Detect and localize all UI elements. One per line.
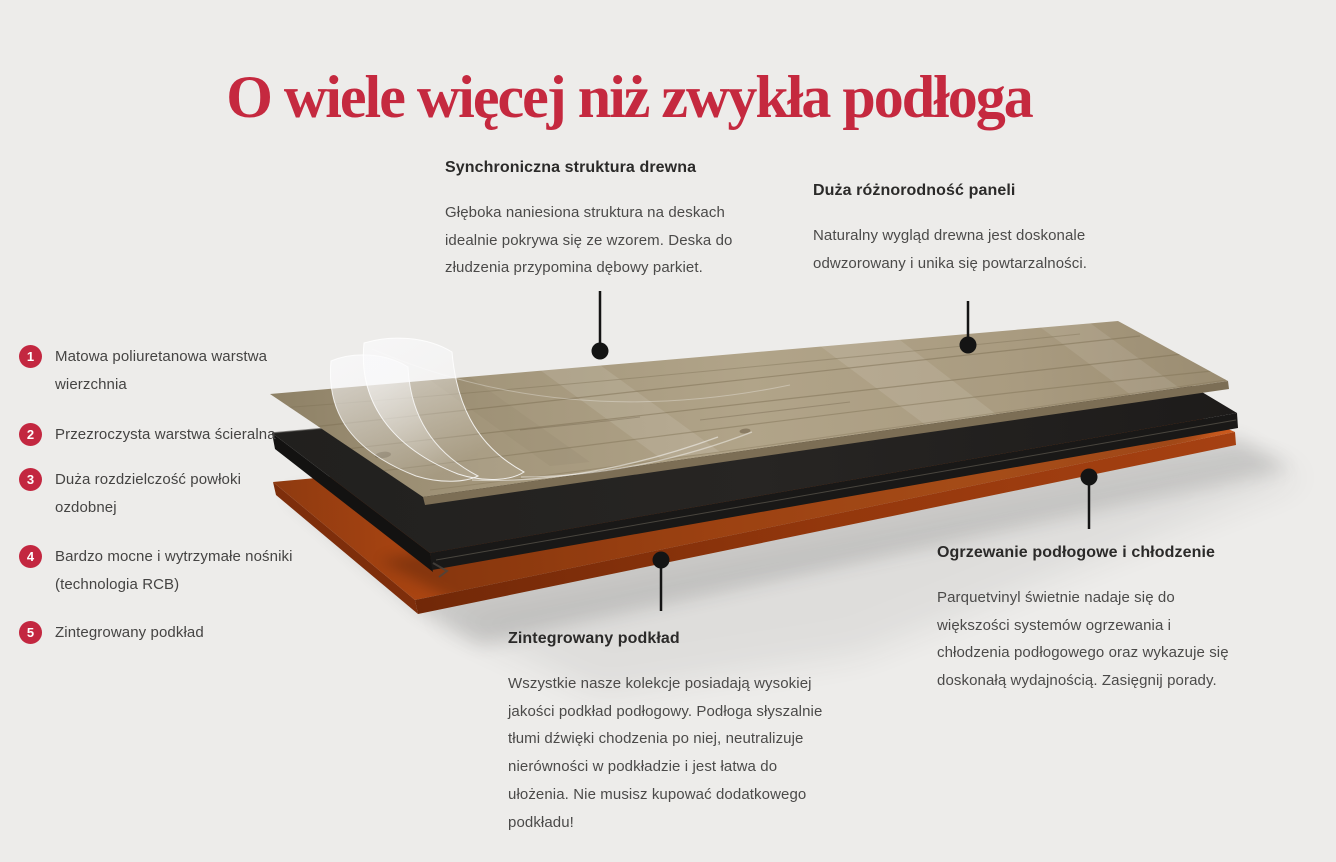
page-title: O wiele więcej niż zwykła podłoga: [226, 64, 1032, 131]
connector-dot-underlay: [653, 552, 670, 569]
layer-number-badge: 3: [19, 468, 42, 491]
note-variety-body: Naturalny wygląd drewna jest doskonale odwzorowany i unika się powtarzalności.: [813, 227, 1088, 272]
note-heating-heading: Ogrzewanie podłogowe i chłodzenie: [937, 544, 1215, 561]
layer-list-item-4: [19, 543, 299, 599]
layer-number-badge: 1: [19, 345, 42, 368]
connector-dot-heating: [1081, 469, 1098, 486]
layer-label: Duża rozdzielczość powłoki ozdobnej: [55, 471, 242, 516]
note-underlay-heading: Zintegrowany podkład: [508, 630, 680, 647]
connector-dot-structure: [592, 343, 609, 360]
layer-number-badge: 2: [19, 423, 42, 446]
layer-list-item-5: [19, 619, 299, 647]
note-heating-body: Parquetvinyl świetnie nadaje się do większości systemów ogrzewania i chłodzenia podłogowego oraz wykazuje się doskonałą wydajnością. Zasięgnij porady.: [937, 589, 1229, 690]
note-underlay-body: Wszystkie nasze kolekcje posiadają wysokiej jakości podkład podłogowy. Podłoga słyszalnie tłumi dźwięki chodzenia po niej, neutralizuje nierówności w podkładzie i jest łatwa do ułożenia. Nie musisz kupować dodatkowego podkładu!: [508, 675, 823, 831]
note-structure-heading: Synchroniczna struktura drewna: [445, 159, 697, 176]
note-variety-heading: Duża różnorodność paneli: [813, 182, 1016, 199]
layer-list-item-1: [19, 343, 299, 399]
note-heating: [937, 543, 1237, 695]
note-structure: [445, 158, 745, 282]
note-structure-body: Głęboka naniesiona struktura na deskach idealnie pokrywa się ze wzorem. Deska do złudzenia przypomina dębowy parkiet.: [445, 204, 733, 277]
layer-label: Bardzo mocne i wytrzymałe nośniki (technologia RCB): [55, 548, 293, 593]
connector-dot-variety: [960, 337, 977, 354]
layer-number-badge: 5: [19, 621, 42, 644]
note-underlay: [508, 629, 836, 836]
note-variety: [813, 181, 1105, 277]
layer-label: Przezroczysta warstwa ścieralna: [55, 426, 276, 443]
layer-label: Zintegrowany podkład: [55, 624, 204, 641]
layer-label: Matowa poliuretanowa warstwa wierzchnia: [55, 348, 268, 393]
layer-list-item-3: [19, 466, 299, 522]
layer-list-item-2: [19, 421, 299, 449]
layer-number-badge: 4: [19, 545, 42, 568]
